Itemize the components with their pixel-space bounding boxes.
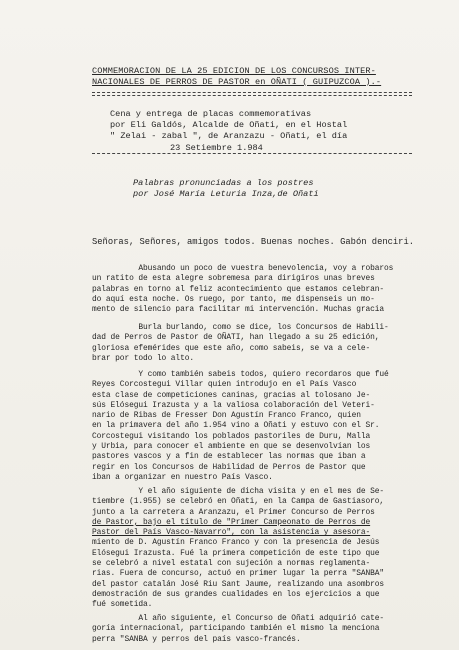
event-line-4: 23 Setiembre 1.984 (170, 142, 263, 153)
text-line: regir en los Concursos de Habilidad de Perros de Pastor que (92, 462, 366, 472)
text-line: palabras en torno al feliz acontecimiento que estamos celebran- (92, 284, 385, 294)
text-line: mento de silencio para facilitar mi intervención. Muchas gracia (92, 305, 385, 315)
text-line: goría internacional, participando también el mismo la menciona (92, 624, 380, 634)
header-line-2: NACIONALES DE PERROS DE PASTOR en OÑATI ( GUIPUZCOA ).- (92, 77, 382, 87)
text-line: de Pastor, bajo el título de "Primer Campeonato de Perros de (92, 517, 371, 527)
text-line: en la primavera del año 1.954 vino a Oñati y estuvo con el Sr. (92, 421, 380, 431)
header-rule-double (92, 95, 412, 96)
paragraph-1 (92, 264, 459, 315)
text-line: Y como también sabeis todos, quiero recordaros que fué (92, 370, 389, 379)
text-line: pastores vascos y a fin de establecer las normas que iban a (92, 452, 366, 462)
text-line: brar por todo lo alto. (92, 353, 194, 363)
text-line: tiembre (1.955) se celebró en Oñati, en la Campa de Gastiasoro, (92, 497, 385, 507)
paragraph-5 (92, 614, 459, 645)
greeting: Señoras, Señores, amigos todos. Buenas noches. Gabón denciri. (92, 237, 415, 247)
text-line: miento de D. Agustín Franco Franco y con la presencia de Jesús (92, 538, 380, 548)
paragraph-3 (92, 370, 459, 483)
text-line: do aquí esta noche. Os ruego, por tanto, me dispenseis un mo- (92, 294, 375, 304)
text-line: Abusando un poco de vuestra benevolencia, voy a robaros (92, 264, 394, 273)
text-line: dad de Perros de Pastor de OÑATI, han llegado a su 25 edición, (92, 333, 380, 343)
speech-line-1: Palabras pronunciadas a los postres (133, 178, 314, 188)
text-line: fué sometida. (92, 600, 153, 610)
speech-title (133, 178, 433, 200)
paragraph-4 (92, 487, 459, 611)
text-line: sús Elósegui Irazusta y a la valiosa colaboración del Veteri- (92, 400, 375, 410)
text-line: Reyes Corcostegui Villar quien introdujo en el País Vasco (92, 380, 357, 390)
text-line: nario de Ribas de Fresser Don Agustín Franco Franco, quien (92, 411, 361, 421)
paragraph-2 (92, 323, 459, 364)
event-line-2: por Eli Galdós, Alcalde de Oñati, en el Hostal (110, 120, 348, 131)
text-line: gloriosa efemérides que este año, como sabeis, se va a cele- (92, 343, 371, 353)
event-line-1: Cena y entrega de placas commemorativas (110, 109, 312, 119)
text-line: iban a organizar en nuestro País Vasco. (92, 472, 273, 482)
event-block (110, 109, 430, 154)
text-line: perra "SANBA y perros del país vasco-francés. (92, 634, 301, 644)
event-rule (92, 153, 412, 154)
document-header (92, 66, 452, 88)
speech-line-2: por José María Leturia Inza,de Oñati (133, 189, 319, 200)
text-line: esta clase de competiciones caninas, gracias al tolosano Je- (92, 390, 371, 400)
text-line: Burla burlando, como se dice, los Concursos de Habili- (92, 323, 389, 332)
text-line: un ratito de esta alegre sobremesa para dirigiros unas breves (92, 274, 375, 284)
text-line: Elósegui Irazusta. Fué la primera competición de este tipo que (92, 548, 380, 558)
header-rule (92, 92, 412, 93)
text-line: Y el año siguiente de dicha visita y en el mes de Se- (92, 487, 385, 496)
text-line: demostración de sus grandes cualidades en los ejercicios a que (92, 589, 380, 599)
text-line: del pastor catalán José Riu Sant Jaume, realizando una asombros (92, 579, 385, 589)
text-line: rias. Fuera de concurso, actuó en primer lugar la perra "SANBA" (92, 569, 385, 579)
header-line-1: COMMEMORACION DE LA 25 EDICION DE LOS CONCURSOS INTER- (92, 66, 376, 76)
text-line: Al año siguiente, el Concurso de Oñati adquirió cate- (92, 614, 385, 623)
text-line: junto a la carretera a Aranzazu, el Primer Concurso de Perros (92, 507, 375, 517)
text-line: y Urbia, para conocer el ambiente en que se desenvolvían los (92, 442, 371, 452)
text-line: Corcostegui visitando los poblados pastoriles de Duru, Malla (92, 431, 371, 441)
event-line-3: " Zelai - zabal ", de Aranzazu - Oñati, el día (110, 131, 348, 142)
text-line: se celebró a nivel estatal con sujeción a normas reglamenta- (92, 559, 371, 569)
text-line: Pastor del País Vasco-Navarro", con la asistencia y asesora- (92, 528, 371, 538)
